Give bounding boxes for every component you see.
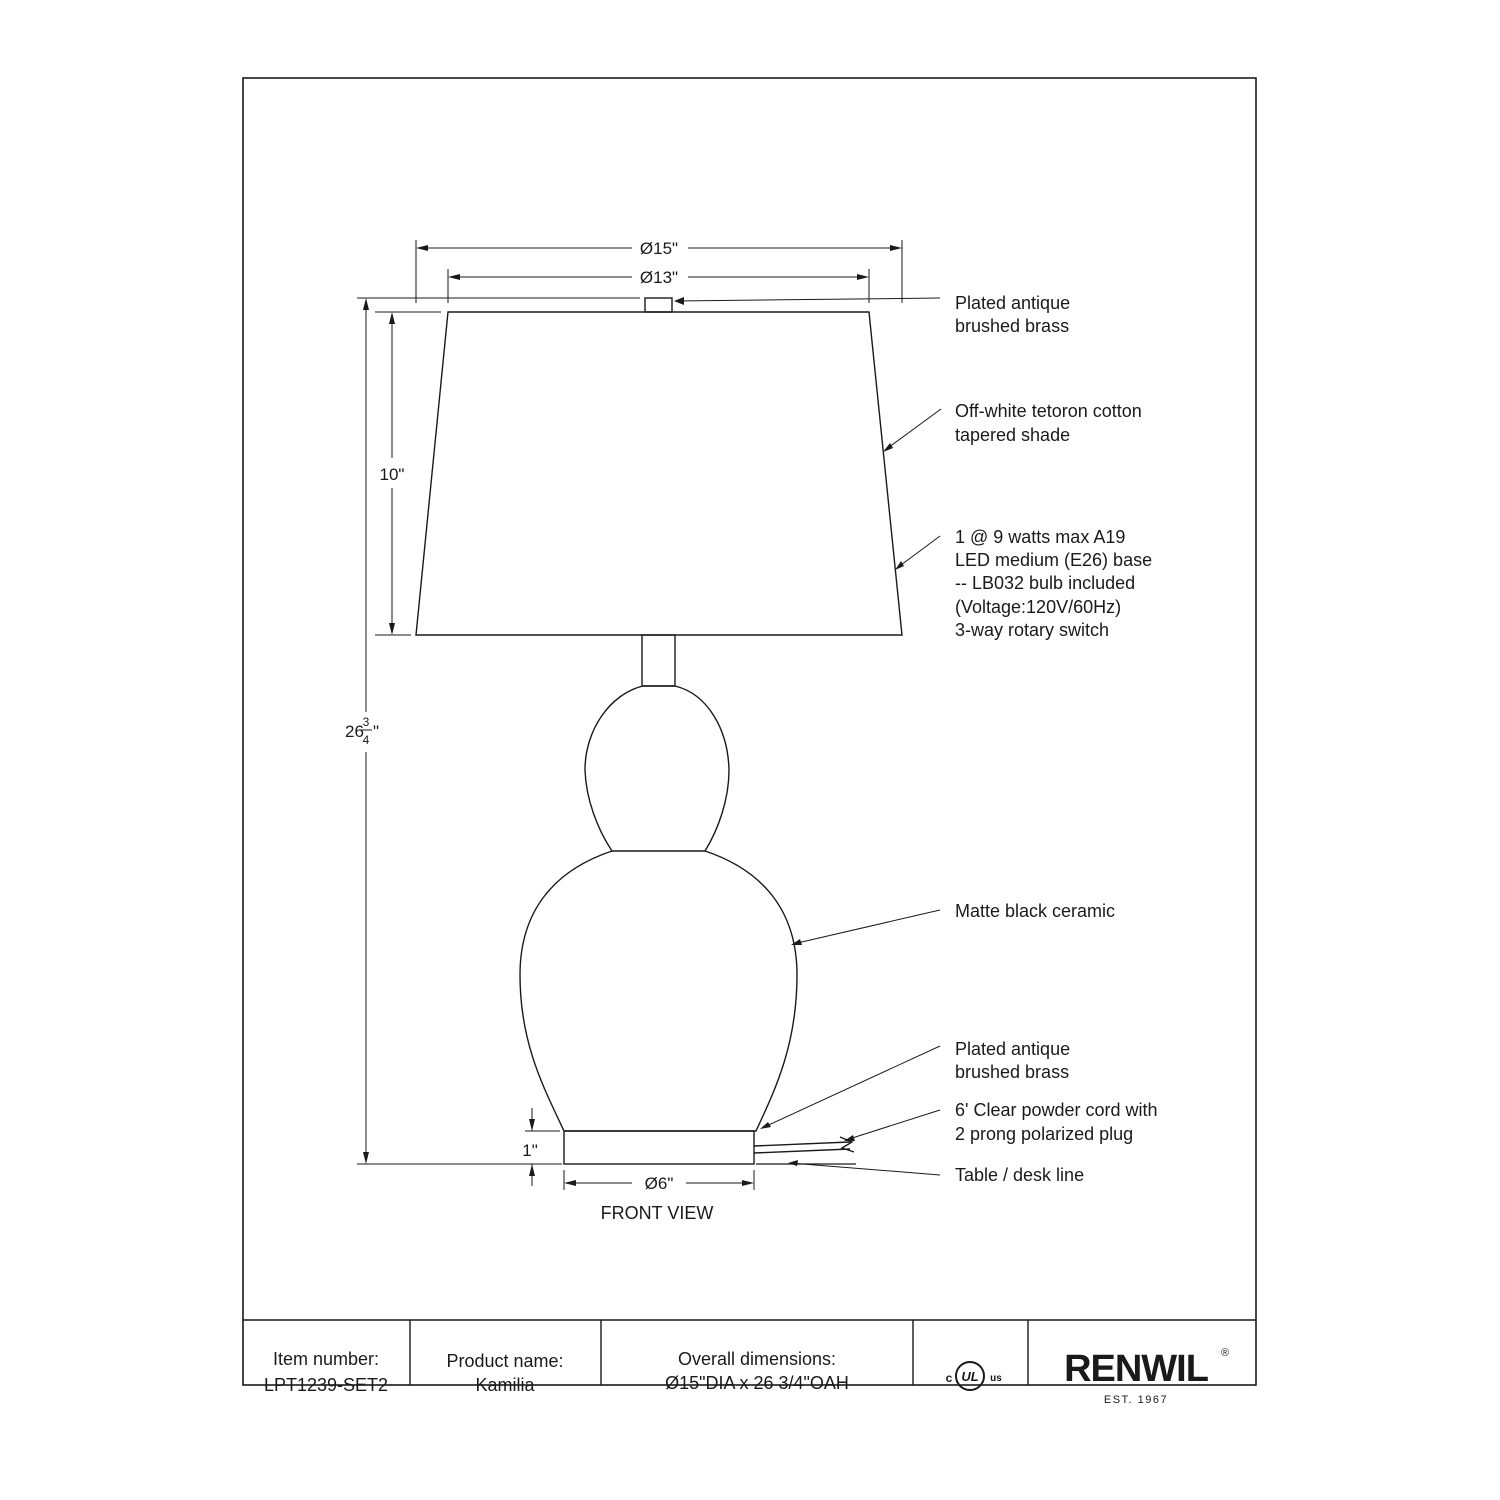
callout-bulb-line-3: -- LB032 bulb included [955,573,1136,593]
dim-overall-height-den: 4 [362,733,370,747]
callout-finial-line-1: Plated antique [955,293,1071,313]
ul-certification-icon [946,1362,1003,1390]
item-number-value: LPT1239-SET2 [263,1375,389,1395]
overall-dims-label: Overall dimensions: [677,1349,837,1369]
dim-shade-top-dia: Ø15" [639,239,679,258]
item-number-label: Item number: [272,1349,380,1369]
dim-overall-height-whole: 26 [345,722,364,741]
lamp-body [520,686,797,1131]
brand-registered: ® [1221,1347,1230,1359]
dim-base-dia: Ø6" [644,1174,674,1193]
dimension-arrows [363,245,902,1186]
cord-line-top [754,1142,850,1146]
callout-shade [955,401,1147,445]
product-name-label: Product name: [446,1351,564,1371]
cord-line-bottom [754,1149,850,1153]
brand-established: EST. 1967 [1103,1394,1169,1406]
lamp-base [564,1131,754,1164]
callout-cord-line-1: 6' Clear powder cord with [955,1100,1158,1120]
callout-cord [955,1100,1163,1144]
callout-base [955,1039,1075,1082]
lamp-drawing [416,298,902,1164]
dim-shade-bottom-dia: Ø13" [639,268,679,287]
callout-body-line-1: Matte black ceramic [955,901,1116,921]
dim-base-height: 1" [522,1141,538,1160]
dim-shade-height: 10" [379,465,405,484]
brand-logo [1064,1347,1229,1406]
ul-mark-right: us [990,1373,1002,1384]
callout-table [955,1165,1084,1185]
callout-base-line-2: brushed brass [955,1062,1070,1082]
dimension-lines [357,240,902,1190]
callout-bulb-line-5: 3-way rotary switch [955,620,1110,640]
callout-finial-line-2: brushed brass [955,316,1070,336]
callout-base-line-1: Plated antique [955,1039,1071,1059]
view-label: FRONT VIEW [600,1203,714,1223]
dim-overall-height-inch: " [373,722,380,741]
callout-bulb-line-1: 1 @ 9 watts max A19 [955,527,1126,547]
callout-shade-line-2: tapered shade [955,425,1071,445]
callout-leaders [676,298,941,1175]
product-name-value: Kamilia [475,1375,535,1395]
ul-mark-center: UL [961,1369,979,1384]
dim-overall-height [345,715,379,747]
callout-bulb-line-2: LED medium (E26) base [955,550,1153,570]
callout-finial [955,293,1075,336]
sheet-border [243,78,1256,1385]
finial [645,298,672,312]
callout-arrows [674,297,904,1166]
callout-table-line-1: Table / desk line [955,1165,1085,1185]
dim-overall-height-num: 3 [362,715,370,729]
callout-bulb [955,527,1157,640]
callout-body [955,901,1115,921]
overall-dims-value: Ø15"DIA x 26 3/4"OAH [665,1373,849,1393]
brand-name: RENWIL [1064,1348,1208,1390]
callout-bulb-line-4: (Voltage:120V/60Hz) [955,597,1122,617]
callout-shade-line-1: Off-white tetoron cotton [955,401,1142,421]
ul-mark-left: c [945,1371,953,1385]
lamp-shade [416,312,902,635]
lamp-neck [642,635,675,686]
callout-cord-line-2: 2 prong polarized plug [955,1124,1134,1144]
